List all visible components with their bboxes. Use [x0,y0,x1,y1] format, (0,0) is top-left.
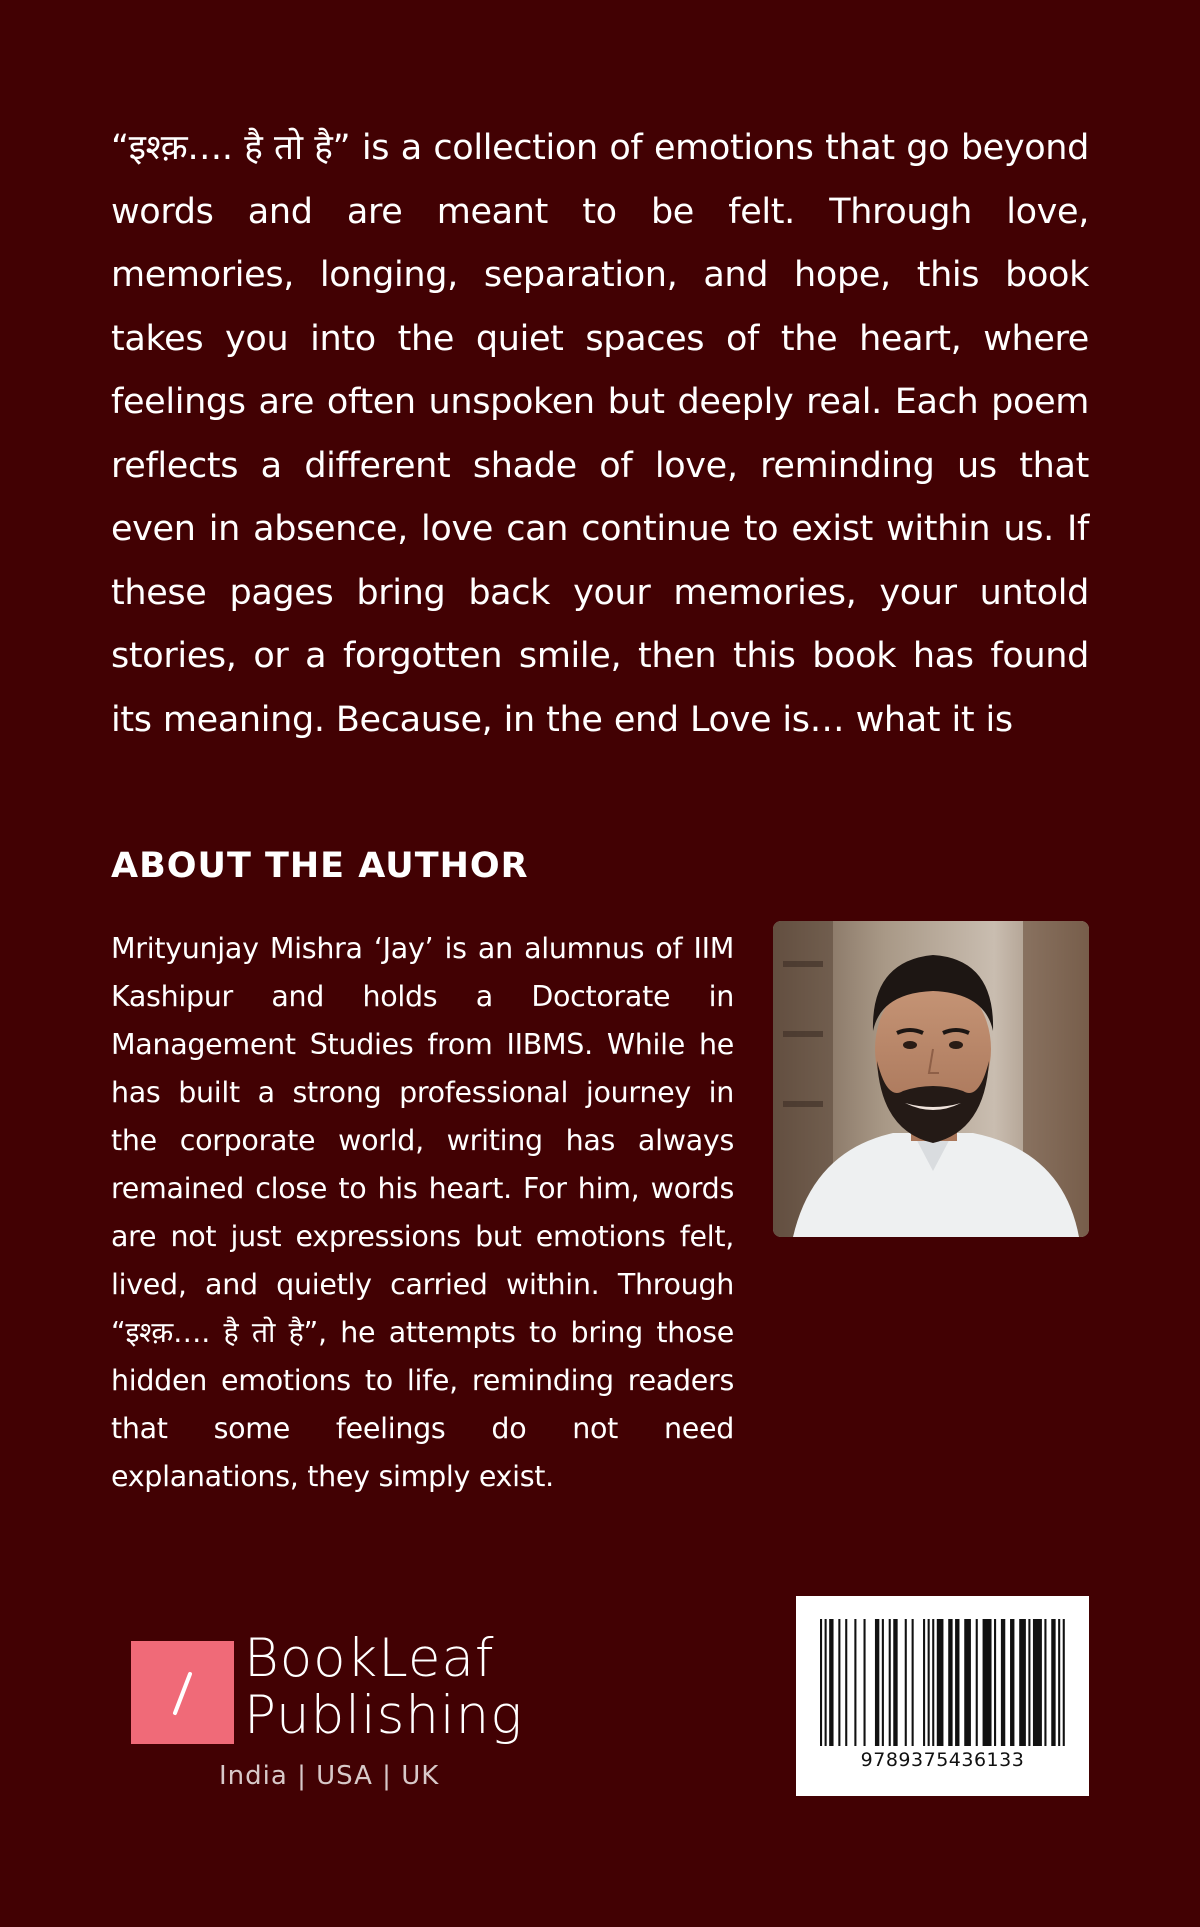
barcode-bar [948,1619,952,1746]
barcode-bar [932,1619,934,1746]
bookleaf-logo-icon [131,1641,234,1744]
barcode-bar [912,1619,914,1746]
barcode-bar [994,1619,996,1746]
barcode-bar [875,1619,879,1746]
barcode-bar [955,1619,959,1746]
barcode-bar [864,1619,866,1746]
barcode-bar [820,1619,822,1746]
barcode-bar [825,1619,827,1746]
author-bio: Mrityunjay Mishra ‘Jay’ is an alumnus of IIM Kashipur and holds a Doctorate in Management Studies from IIBMS. While he has built a strong professional journey in the corporate world, writing has always remained close to his heart. For him, words are not just expressions but emotions felt, lived, and quietly carried within. Through “इश्क़…. है तो है”, he attempts to bring those hidden emotions to life, reminding readers that some feelings do not need explanations, they simply exist. [111,932,734,1493]
barcode-bar [1019,1619,1026,1746]
publisher-name [244,1630,523,1744]
barcode-bar [976,1619,978,1746]
isbn-number: 9789375436133 [860,1749,1025,1771]
barcode-bar [1058,1619,1060,1746]
publisher-regions: India | USA | UK [219,1761,440,1791]
barcode-bar [845,1619,847,1746]
barcode-bar [1051,1619,1055,1746]
publisher-name-line1: BookLeaf [244,1628,495,1689]
isbn-barcode [796,1596,1089,1796]
book-description: “इश्क़…. है तो है” is a collection of emotions that go beyond words and are meant to be felt. Through love, memories, longing, separation, and hope, this book takes you into the quiet spaces of the heart, where feelings are often unspoken but deeply real. Each poem reflects a different shade of love, reminding us that even in absence, love can continue to exist within us. If these pages bring back your memories, your untold stories, or a forgotten smile, then this book has found its meaning. Because, in the end Love is… what it is [111,128,1089,740]
barcode-bar [923,1619,925,1746]
barcode-bar [829,1619,833,1746]
barcode-bar [1001,1619,1005,1746]
barcode-bar [889,1619,891,1746]
barcode-bar [983,1619,992,1746]
barcode-bar [1028,1619,1030,1746]
barcode-bar [882,1619,884,1746]
barcode-bar [937,1619,944,1746]
barcode-bar [893,1619,897,1746]
barcode-bar [964,1619,971,1746]
barcode-bar [1063,1619,1065,1746]
barcode-bar [928,1619,930,1746]
barcode-bars [820,1619,1065,1746]
barcode-bar [1033,1619,1042,1746]
barcode-bar [838,1619,840,1746]
barcode-bar [905,1619,907,1746]
author-photo [773,921,1089,1237]
barcode-bar [1044,1619,1046,1746]
publisher-name-line2: Publishing [244,1685,524,1746]
barcode-bar [1010,1619,1014,1746]
barcode-bar [854,1619,856,1746]
about-author-heading: ABOUT THE AUTHOR [111,846,529,886]
